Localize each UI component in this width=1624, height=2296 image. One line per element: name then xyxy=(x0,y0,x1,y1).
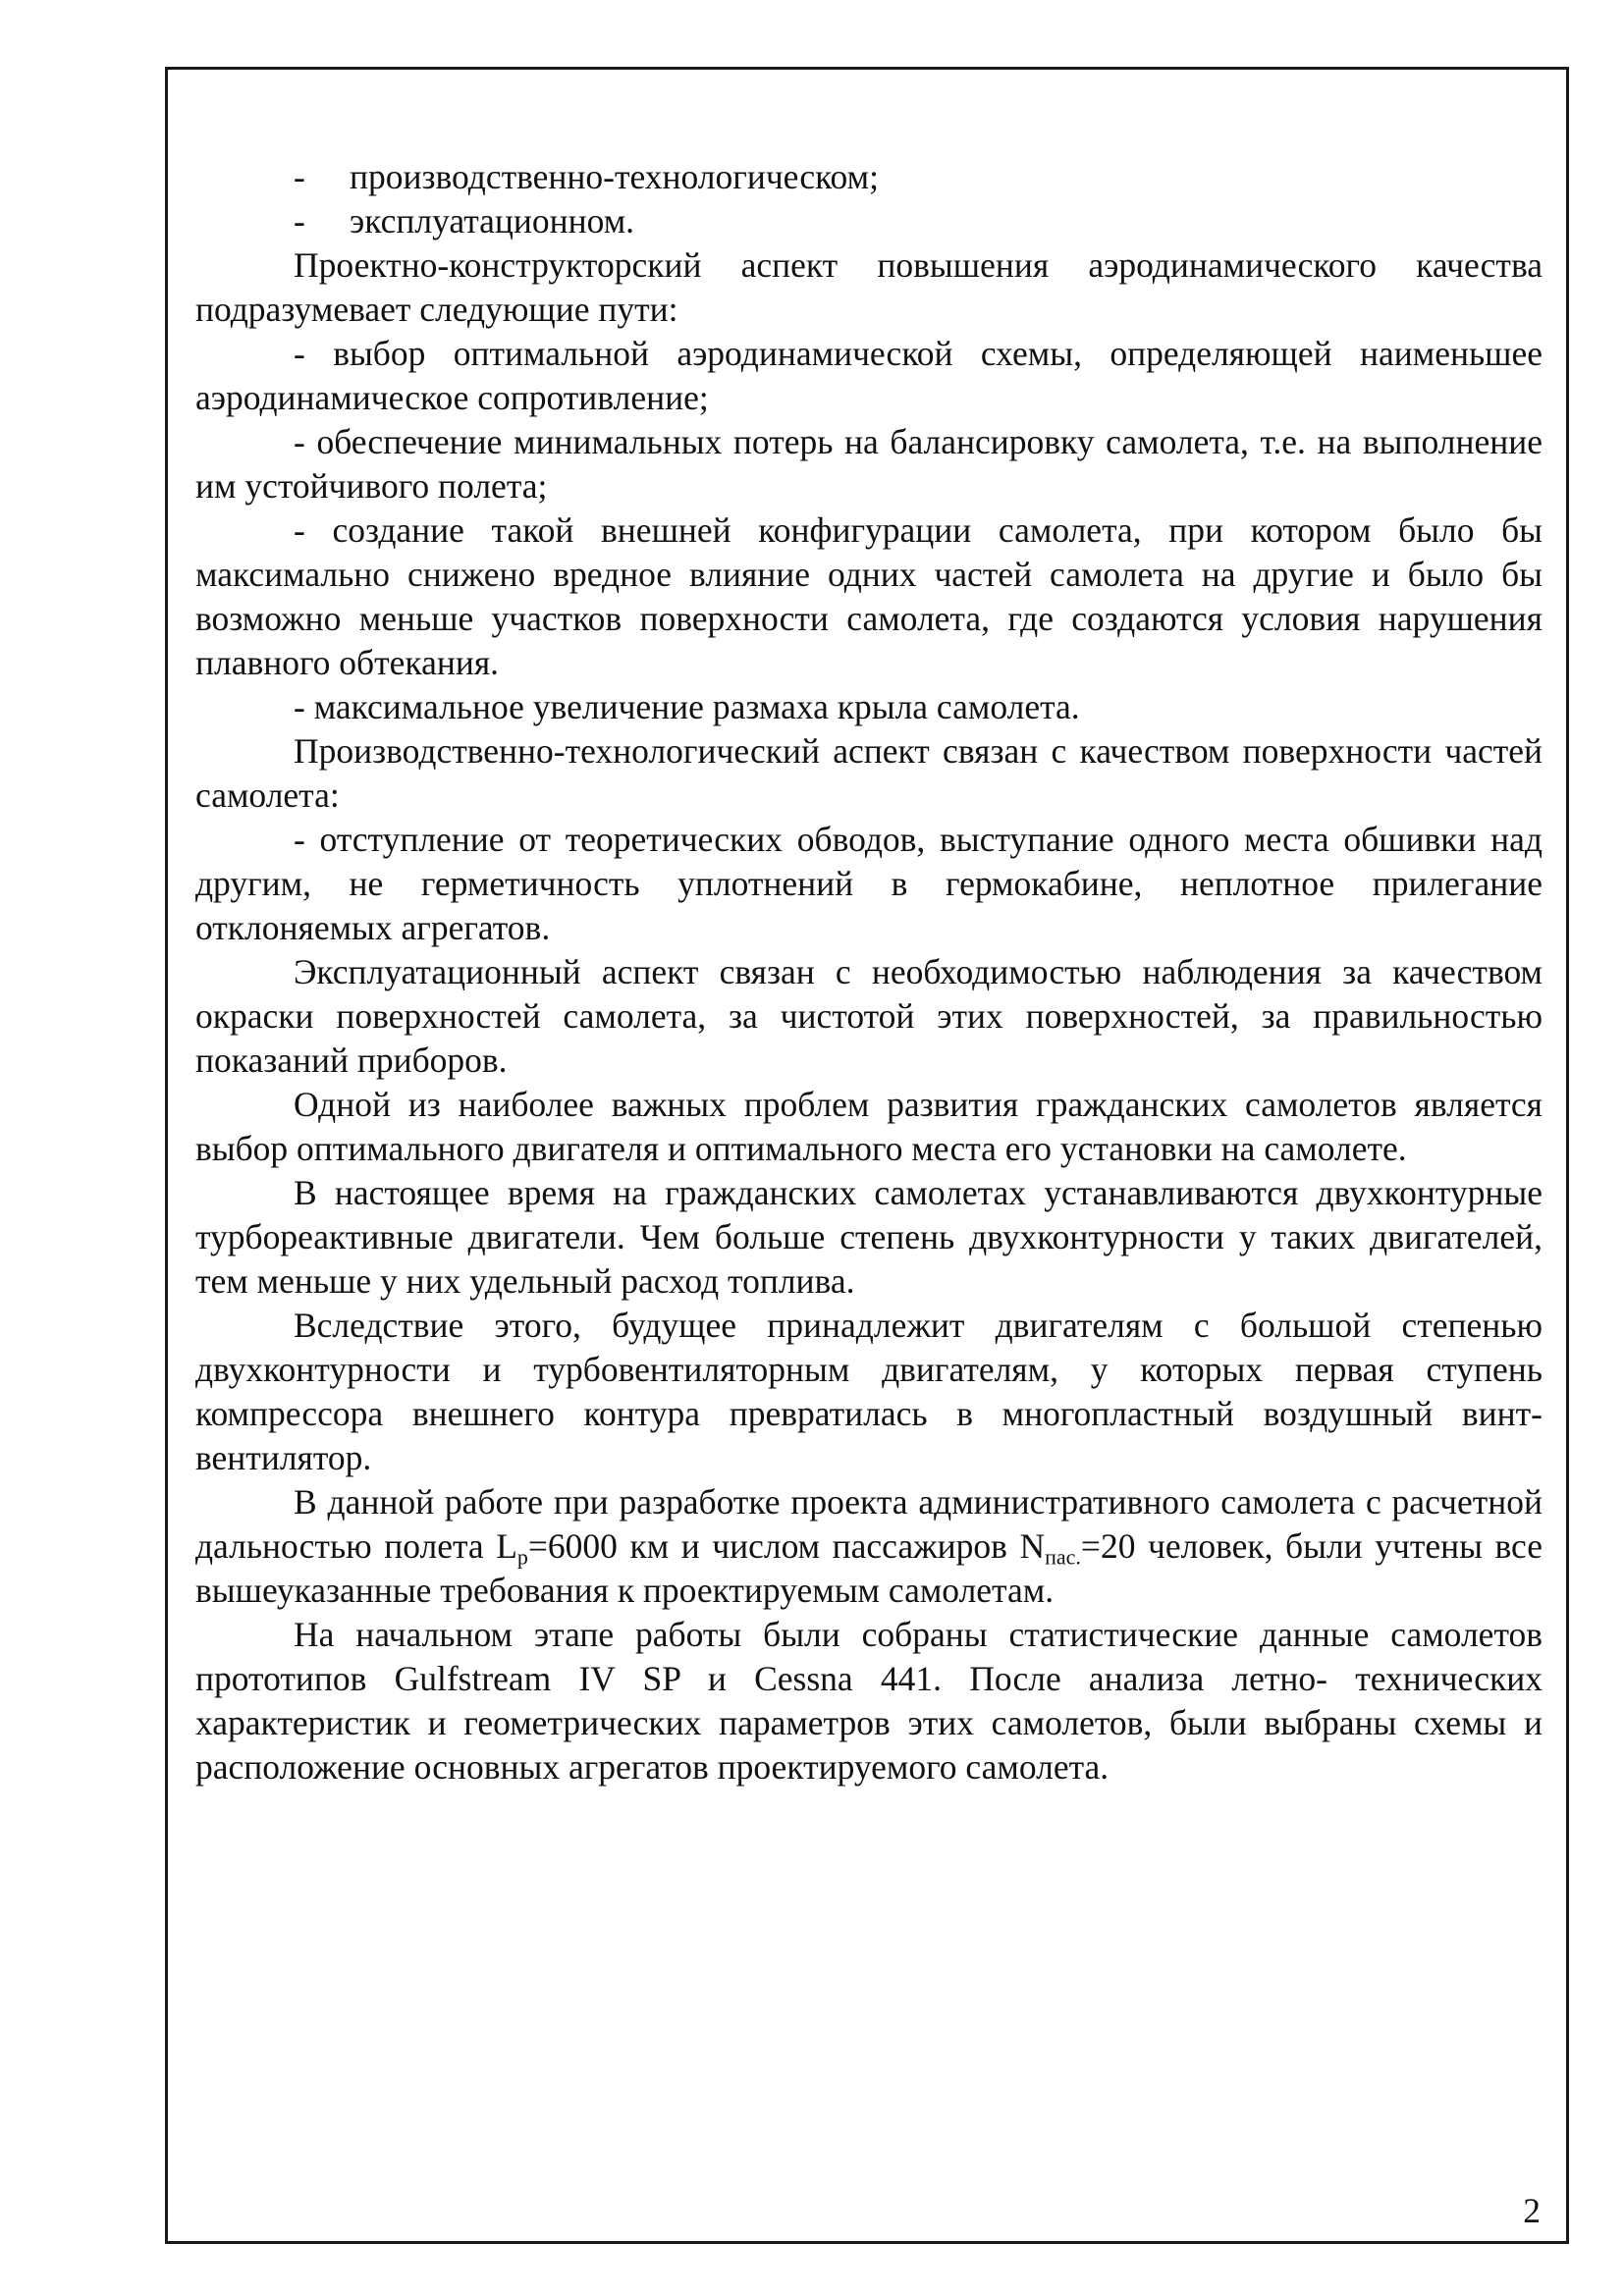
paragraph-turbofan-engines: В настоящее время на гражданских самолетах устанавливаются двухконтурные турбореактивные двигатели. Чем больше степень двухконтурности у таких двигателей, тем меньше у них удельный расход топлива. xyxy=(195,1173,1543,1301)
paragraph-wingspan: - максимальное увеличение размаха крыла самолета. xyxy=(294,687,1080,726)
paragraph-prototypes xyxy=(195,1613,1543,1789)
list-dash: - xyxy=(294,201,305,240)
document-body xyxy=(195,155,1543,1789)
text-run: =20 человек, были учтены все вышеуказанные требования к проектируемым самолетам. xyxy=(195,1526,1543,1610)
paragraph-operational-aspect: Эксплуатационный аспект связан с необходимостью наблюдения за качеством окраски поверхностей самолета, за чистотой этих поверхностей, за правильностью показаний приборов. xyxy=(195,952,1543,1080)
paragraph-production-aspect: Производственно-технологический аспект связан с качеством поверхности частей самолета: xyxy=(195,731,1543,815)
paragraph-design-requirements xyxy=(195,1480,1543,1613)
paragraph-balancing: - обеспечение минимальных потерь на балансировку самолета, т.е. на выполнение им устойчивого полета; xyxy=(195,422,1543,506)
list-item-text: производственно-технологическом; xyxy=(350,157,879,196)
list-item-text: эксплуатационном. xyxy=(350,201,635,240)
paragraph-configuration: - создание такой внешней конфигурации самолета, при котором было бы максимально снижено вредное влияние одних частей самолета на другие и было бы возможно меньше участков поверхности самолета, где создаются условия нарушения плавного обтекания. xyxy=(195,510,1543,682)
paragraph-engine-problem: Одной из наиболее важных проблем развития гражданских самолетов является выбор оптимального двигателя и оптимального места его установки на самолете. xyxy=(195,1085,1543,1168)
paragraph-production-defects: - отступление от теоретических обводов, выступание одного места обшивки над другим, не герметичность уплотнений в гермокабине, неплотное прилегание отклоняемых агрегатов. xyxy=(195,820,1543,947)
paragraph-future-engines: Вследствие этого, будущее принадлежит двигателям с большой степенью двухконтурности и турбовентиляторным двигателям, у которых первая ступень компрессора внешнего контура превратилась в многопластный воздушный винт-вентилятор. xyxy=(195,1306,1543,1477)
subscript: р xyxy=(516,1544,528,1570)
list-dash: - xyxy=(294,157,305,196)
text-run: технических характеристик и геометрических параметров этих самолетов, были выбраны схемы и расположение основных агрегатов проектируемого самолета. xyxy=(195,1659,1543,1787)
page-number: 2 xyxy=(1523,2191,1541,2230)
text-run: =6000 км и числом пассажиров N xyxy=(527,1526,1046,1566)
paragraph-design-aspect: Проектно-конструкторский аспект повышения аэродинамического качества подразумевает следующие пути: xyxy=(195,245,1543,329)
paragraph-aero-scheme: - выбор оптимальной аэродинамической схемы, определяющей наименьшее аэродинамическое сопротивление; xyxy=(195,334,1543,417)
text-run: На начальном этапе работы были собраны статистические данные самолетов прототипов Gulfstream IV SP и Cessna 441. После анализа летно- xyxy=(195,1615,1543,1698)
list-item xyxy=(195,155,1543,199)
subscript: пас. xyxy=(1045,1544,1081,1570)
text-run: В данной работе при разработке проекта административного самолета с расчетной дальностью полета L xyxy=(195,1482,1543,1566)
list-item xyxy=(195,199,1543,243)
